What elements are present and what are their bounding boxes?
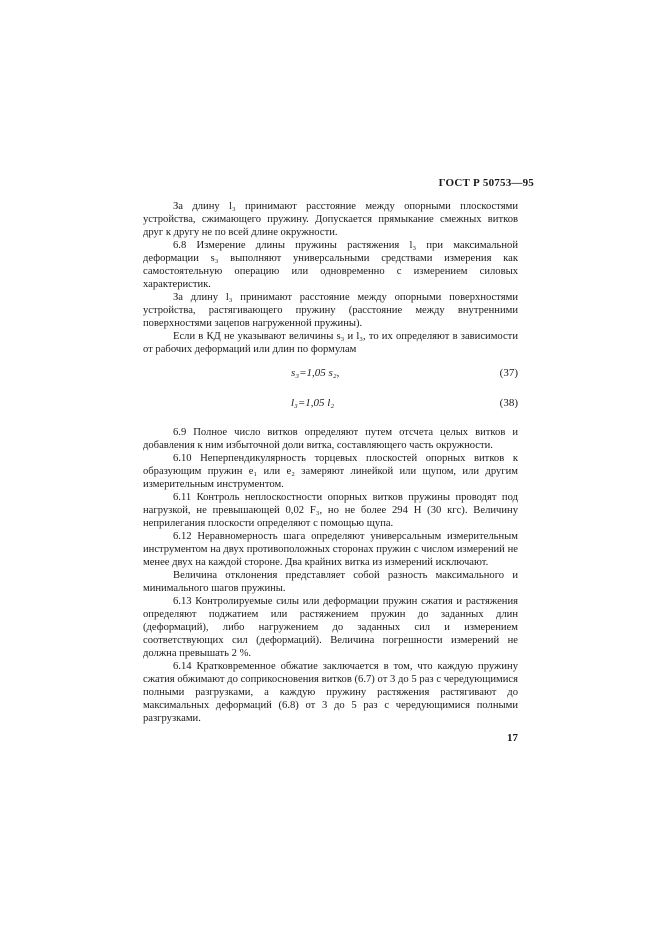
paragraph-2: 6.8 Измерение длины пружины растяжения l₃ при максимальной деформации s₃ выполняют универсальными средствами измерения как самостоятельную операцию или одновременно с измерением силовых характеристик.: [143, 240, 518, 290]
paragraph-9: Величина отклонения представляет собой разность максимального и минимального шагов пружины.: [143, 570, 518, 594]
paragraph-7: 6.11 Контроль неплоскостности опорных витков пружины проводят под нагрузкой, не превышающей 0,02 F₃, но не более 294 Н (30 кгс). Величину неприлегания плоскости определяют с помощью щупа.: [143, 492, 518, 529]
page-body: [143, 200, 518, 725]
paragraph-5: 6.9 Полное число витков определяют путем отсчета целых витков и добавления к ним избыточной доли витка, составляющего часть окружности.: [143, 427, 518, 451]
formula-expression: s₃=1,05 s₂,: [291, 367, 340, 379]
paragraph-11: 6.14 Кратковременное обжатие заключается в том, что каждую пружину сжатия обжимают до соприкосновения витков (6.7) от 3 до 5 раз с чередующимися полными разгрузками, а каждую пружину растяжения растягивают до максимальных деформаций (6.8) от 3 до 5 раз с чередующимися полными разгрузками.: [143, 661, 518, 724]
paragraph-4: Если в КД не указывают величины s₃ и l₃, то их определяют в зависимости от рабочих деформаций или длин по формулам: [143, 331, 518, 355]
formula-number: (38): [499, 397, 518, 409]
formula-38: [143, 392, 518, 416]
formula-37: [143, 362, 518, 386]
formula-number: (37): [499, 367, 518, 379]
paragraph-10: 6.13 Контролируемые силы или деформации пружин сжатия и растяжения определяют поджатием или растяжением пружин до заданных длин (деформаций), либо нагружением до заданных сил и измерением соответствующих сил (деформаций). Величина погрешности измерений не должна превышать 2 %.: [143, 596, 518, 659]
paragraph-1: За длину l₃ принимают расстояние между опорными плоскостями устройства, сжимающего пружину. Допускается прямыкание смежных витков друг к другу не по всей длине окружности.: [143, 201, 518, 238]
formula-expression: l₃=1,05 l₂: [291, 397, 335, 409]
document-header: ГОСТ Р 50753—95: [438, 177, 534, 189]
page-number: 17: [507, 732, 518, 744]
paragraph-3: За длину l₃ принимают расстояние между опорными поверхностями устройства, растягивающего пружину (расстояние между внутренними поверхностями зацепов нагруженной пружины).: [143, 292, 518, 329]
paragraph-6: 6.10 Неперпендикулярность торцевых плоскостей опорных витков к образующим пружин e₁ или e₂ замеряют линейкой или щупом, или другим измерительным инструментом.: [143, 453, 518, 490]
paragraph-8: 6.12 Неравномерность шага определяют универсальным измерительным инструментом на двух противоположных сторонах пружин с числом измерений не менее двух на каждой стороне. Два крайних витка из измерений исключают.: [143, 531, 518, 568]
